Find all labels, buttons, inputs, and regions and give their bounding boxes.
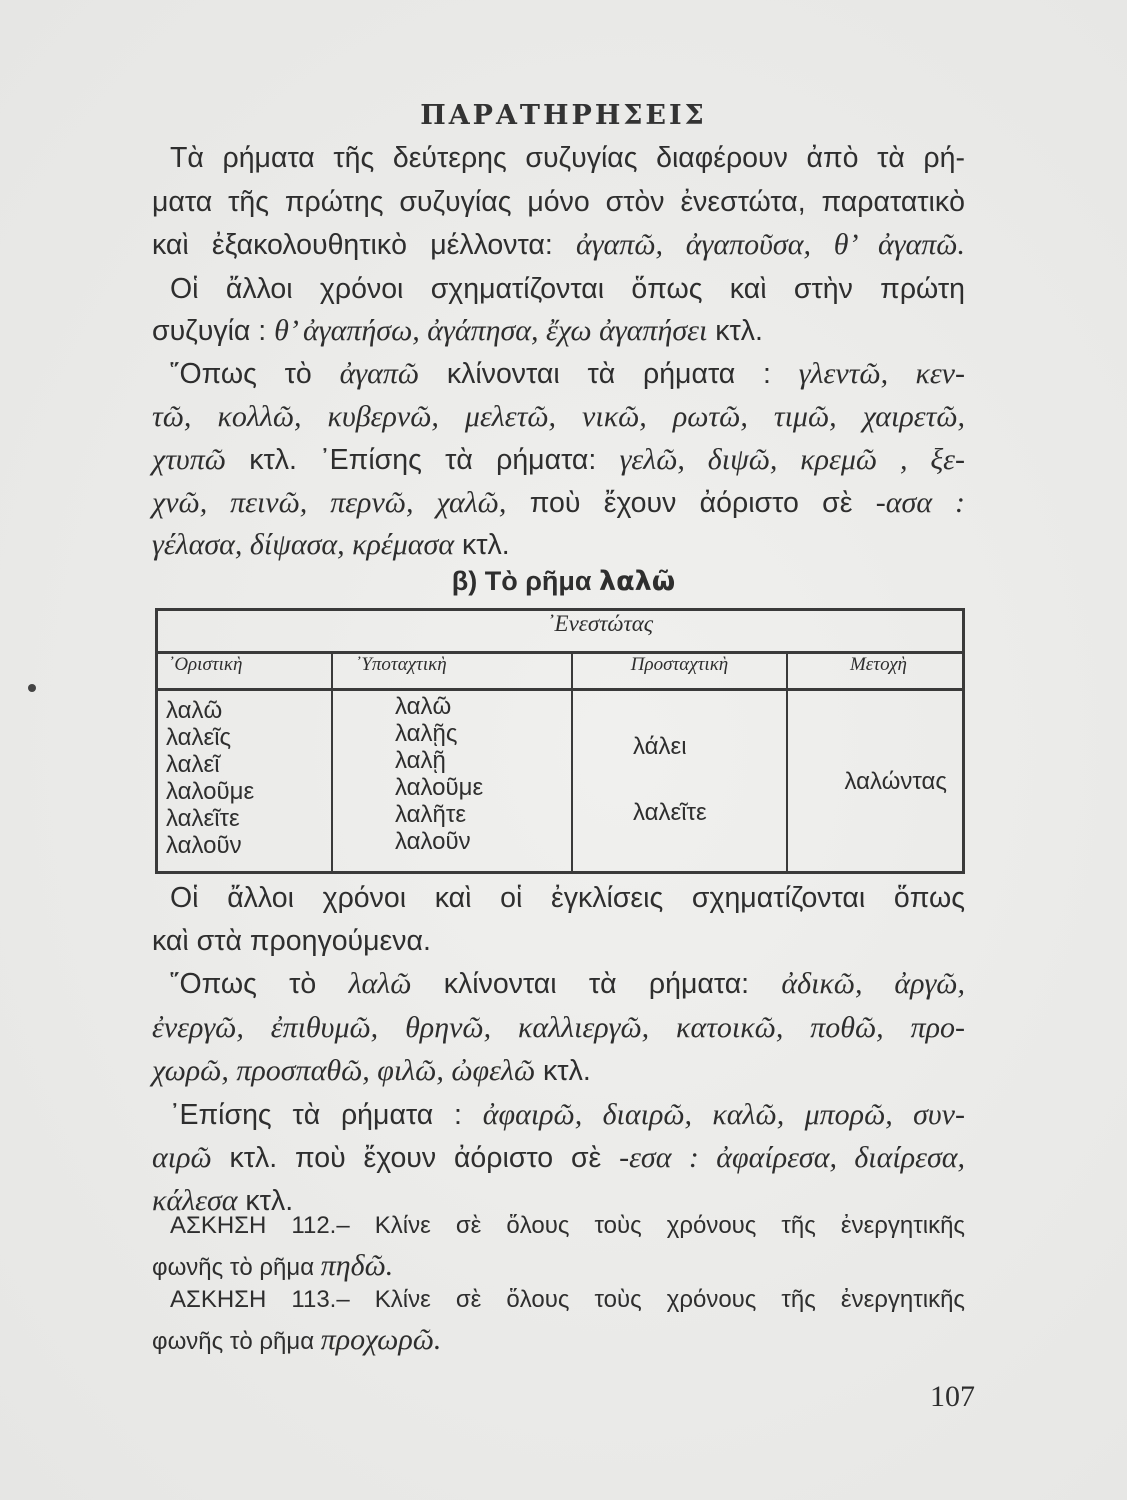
text-segment: Οἱ ἄλλοι χρόνοι καὶ οἱ ἐγκλίσεις σχηματίζονται ὅπως bbox=[170, 882, 965, 914]
text-segment: κλίνονται τὰ ρήματα : bbox=[419, 358, 799, 390]
header-ypotaktiki: ᾿Υποταχτικὴ bbox=[332, 653, 572, 690]
text-segment: Οἱ ἄλλοι χρόνοι σχηματίζονται ὅπως καὶ στὴν πρώτη bbox=[170, 273, 965, 305]
text-line bbox=[152, 1053, 965, 1089]
text-segment: Τὰ ρήματα τῆς δεύτερης συζυγίας διαφέρουν ἀπὸ τὰ ρή- bbox=[170, 142, 965, 174]
text-segment: ῞Οπως τὸ bbox=[170, 968, 349, 1000]
subheading-verb: λαλῶ bbox=[599, 566, 676, 597]
verb-form: λαλῇ bbox=[395, 747, 446, 774]
prostaktiki-singular: λάλει bbox=[633, 733, 687, 760]
text-segment: κτλ. ᾿Επίσης τὰ ρήματα: bbox=[225, 444, 620, 476]
prostaktiki-cell bbox=[572, 690, 787, 873]
header-prostaktiki: Προσταχτικὴ bbox=[572, 653, 787, 690]
verb-form: λαλοῦμε bbox=[395, 774, 484, 801]
italic-word-group: γέλασα, δίψασα, κρέμασα bbox=[152, 528, 455, 561]
italic-word-group: ἀγαπῶ bbox=[339, 357, 420, 390]
text-segment: κλίνονται τὰ ρήματα: bbox=[411, 968, 782, 1000]
verb-form: λαλοῦμε bbox=[166, 778, 255, 805]
verb-form: λαλῇς bbox=[395, 720, 458, 747]
text-segment: συζυγία : bbox=[152, 315, 275, 347]
italic-word-group: προχωρῶ. bbox=[320, 1323, 442, 1356]
verb-form: λαλῶ bbox=[166, 697, 223, 724]
text-line bbox=[152, 313, 965, 349]
verb-form: λαλεῖτε bbox=[166, 805, 240, 832]
oristiki-cell bbox=[157, 690, 333, 873]
italic-word-group: ἐνεργῶ, ἐπιθυμῶ, θρηνῶ, καλλιεργῶ, κατοικῶ, ποθῶ, προ- bbox=[152, 1011, 965, 1044]
header-oristiki: ᾿Οριστικὴ bbox=[157, 653, 333, 690]
italic-word-group: -ασα : bbox=[875, 486, 965, 519]
table-caption: ᾿Ενεστώτας bbox=[157, 610, 964, 653]
text-line bbox=[152, 227, 965, 263]
text-segment: ποὺ ἔχουν ἀόριστο σὲ bbox=[506, 487, 876, 519]
verb-form: λαλῶ bbox=[395, 693, 452, 720]
text-line bbox=[152, 1010, 965, 1046]
italic-word-group: τῶ, κολλῶ, κυβερνῶ, μελετῶ, νικῶ, ρωτῶ, τιμῶ, χαιρετῶ, bbox=[152, 400, 965, 433]
margin-dot bbox=[28, 684, 36, 692]
text-line bbox=[152, 442, 965, 478]
text-line bbox=[170, 880, 965, 916]
text-line bbox=[170, 356, 965, 392]
italic-word-group: θ’ ἀγαπήσω, ἀγάπησα, ἔχω ἀγαπήσει bbox=[274, 314, 708, 347]
text-line bbox=[152, 485, 965, 521]
italic-word-group: χωρῶ, προσπαθῶ, φιλῶ, ὠφελῶ bbox=[152, 1054, 536, 1087]
text-line bbox=[152, 184, 965, 220]
italic-word-group: γελῶ, διψῶ, κρεμῶ , ξε- bbox=[619, 443, 965, 476]
italic-word-group: ἀδικῶ, ἀργῶ, bbox=[781, 967, 965, 1000]
text-segment: ῞Οπως τὸ bbox=[170, 358, 340, 390]
text-line bbox=[170, 1097, 965, 1133]
text-segment: ματα τῆς πρώτης συζυγίας μόνο στὸν ἐνεστώτα, παρατατικὸ bbox=[152, 186, 965, 218]
subheading-prefix: β) Τὸ ρῆμα bbox=[451, 566, 600, 596]
exercise-line bbox=[152, 1322, 965, 1360]
text-segment: κτλ. bbox=[454, 529, 510, 561]
italic-word-group: κάλεσα bbox=[152, 1184, 238, 1217]
text-line bbox=[152, 1140, 965, 1176]
text-segment: φωνῆς τὸ ρῆμα bbox=[152, 1254, 321, 1281]
text-line bbox=[152, 527, 965, 563]
text-line bbox=[152, 923, 965, 959]
italic-word-group: γλεντῶ, κεν- bbox=[798, 357, 965, 390]
verb-form: λαλοῦν bbox=[166, 832, 242, 859]
italic-word-group: λαλῶ bbox=[348, 967, 412, 1000]
exercise-line bbox=[152, 1248, 965, 1286]
italic-word-group: χνῶ, πεινῶ, περνῶ, χαλῶ, bbox=[152, 486, 507, 519]
subheading bbox=[0, 566, 1127, 597]
header-metochi: Μετοχὴ bbox=[787, 653, 964, 690]
text-line bbox=[152, 399, 965, 435]
text-segment: ΑΣΚΗΣΗ 112.– Κλίνε σὲ ὅλους τοὺς χρόνους τῆς ἐνεργητικῆς bbox=[170, 1212, 965, 1239]
verb-form: λαλεῖς bbox=[166, 724, 232, 751]
italic-word-group: ἀγαπῶ, ἀγαποῦσα, θ’ ἀγαπῶ. bbox=[575, 228, 965, 261]
text-segment: καὶ στὰ προηγούμενα. bbox=[152, 925, 431, 957]
ypotaktiki-cell bbox=[332, 690, 572, 873]
verb-form: λαλῆτε bbox=[395, 801, 467, 828]
text-segment: κτλ. bbox=[237, 1185, 294, 1217]
italic-word-group: -εσα : ἀφαίρεσα, διαίρεσα, bbox=[619, 1141, 965, 1174]
italic-word-group: ἀφαιρῶ, διαιρῶ, καλῶ, μπορῶ, συν- bbox=[482, 1098, 965, 1131]
exercise-line bbox=[170, 1208, 965, 1244]
text-line bbox=[170, 140, 965, 176]
text-line bbox=[170, 271, 965, 307]
verb-form: λαλοῦν bbox=[395, 828, 471, 855]
italic-word-group: αιρῶ bbox=[152, 1141, 212, 1174]
exercise-line bbox=[170, 1282, 965, 1318]
text-segment: ᾿Επίσης τὰ ρήματα : bbox=[170, 1099, 483, 1131]
text-segment: κτλ. ποὺ ἔχουν ἀόριστο σὲ bbox=[211, 1142, 620, 1174]
text-segment: ΑΣΚΗΣΗ 113.– Κλίνε σὲ ὅλους τοὺς χρόνους τῆς ἐνεργητικῆς bbox=[170, 1286, 965, 1313]
text-segment: κτλ. bbox=[707, 315, 763, 347]
text-segment: καὶ ἐξακολουθητικὸ μέλλοντα: bbox=[152, 229, 576, 261]
italic-word-group: πηδῶ. bbox=[320, 1249, 394, 1282]
prostaktiki-plural: λαλεῖτε bbox=[633, 799, 707, 826]
conjugation-table bbox=[155, 608, 965, 874]
verb-form: λαλεῖ bbox=[166, 751, 220, 778]
text-segment: φωνῆς τὸ ρῆμα bbox=[152, 1328, 321, 1355]
metochi-cell: λαλώντας bbox=[787, 690, 964, 873]
text-line bbox=[170, 966, 965, 1002]
italic-word-group: χτυπῶ bbox=[152, 443, 226, 476]
section-title: ΠΑΡΑΤΗΡΗΣΕΙΣ bbox=[420, 100, 707, 131]
page-number: 107 bbox=[930, 1380, 975, 1413]
text-segment: κτλ. bbox=[535, 1055, 591, 1087]
